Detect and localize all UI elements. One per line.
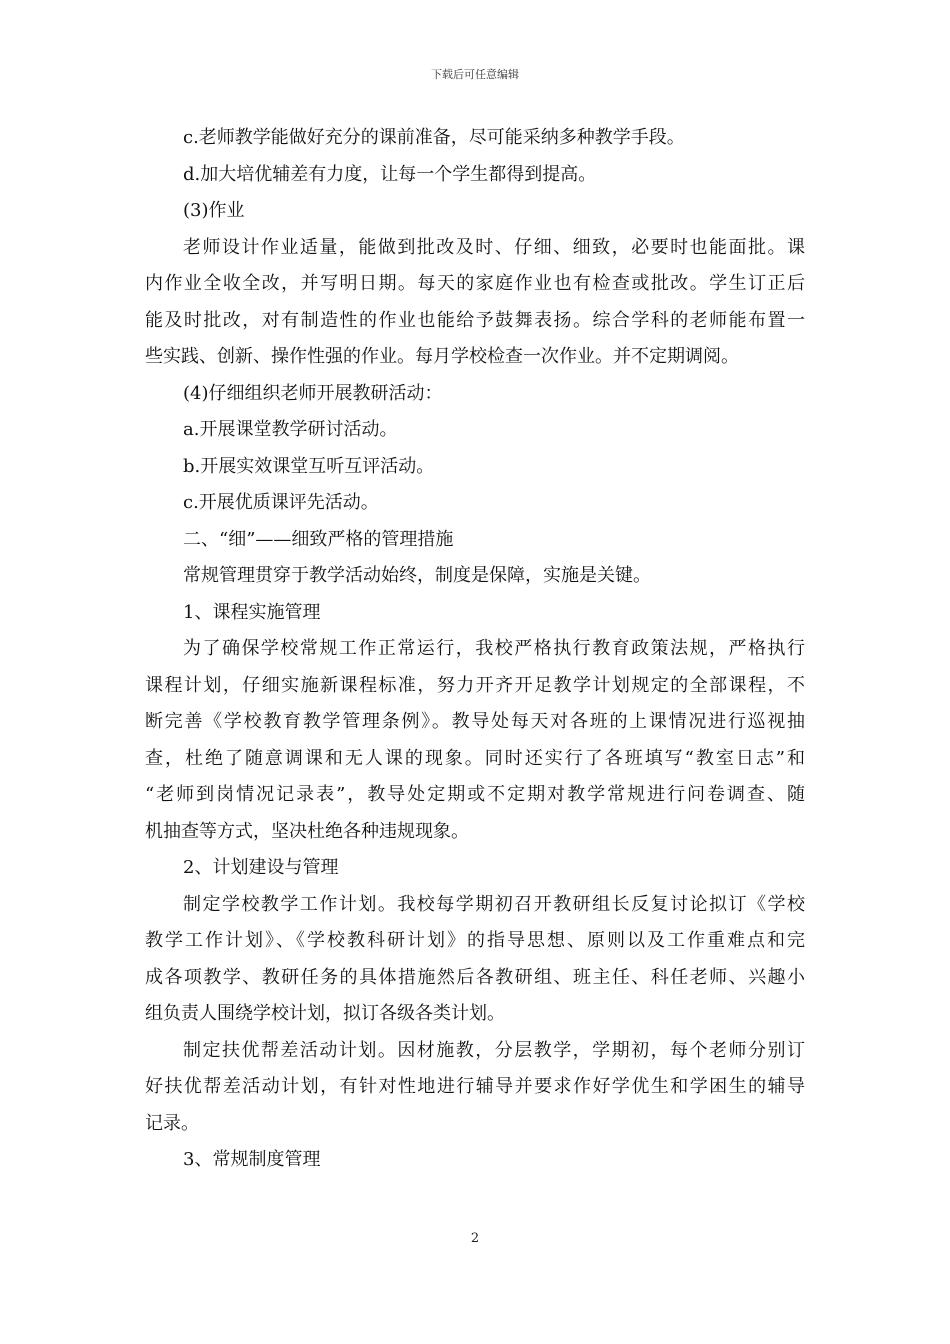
paragraph-line: 断完善《学校教育教学管理条例》。教导处每天对各班的上课情况进行巡视抽 (145, 711, 805, 732)
page-header: 下载后可任意编辑 (431, 68, 519, 81)
paragraph-line: 教学工作计划》、《学校教科研计划》的指导思想、原则以及工作重难点和完 (145, 930, 805, 951)
paragraph-line: d.加大培优辅差有力度，让每一个学生都得到提高。 (183, 163, 597, 185)
section-heading: 1、课程实施管理 (183, 601, 321, 623)
paragraph-line: “老师到岗情况记录表”，教导处定期或不定期对教学常规进行问卷调查、随 (145, 784, 805, 805)
paragraph-line: 能及时批改，对有制造性的作业也能给予鼓舞表扬。综合学科的老师能布置一 (145, 309, 805, 331)
page-number: 2 (470, 1231, 480, 1246)
paragraph-line: 老师设计作业适量，能做到批改及时、仔细、细致，必要时也能面批。课 (183, 236, 805, 258)
list-item: c.开展优质课评先活动。 (183, 492, 379, 513)
paragraph-line: 好扶优帮差活动计划，有针对性地进行辅导并要求作好学优生和学困生的辅导 (145, 1076, 805, 1097)
paragraph-line: 查，杜绝了随意调课和无人课的现象。同时还实行了各班填写“教室日志”和 (145, 747, 805, 769)
paragraph-line: 成各项教学、教研任务的具体措施然后各教研组、班主任、科任老师、兴趣小 (145, 966, 805, 988)
paragraph-line: 记录。 (145, 1112, 199, 1134)
paragraph-line: 些实践、创新、操作性强的作业。每月学校检查一次作业。并不定期调阅。 (145, 346, 739, 367)
paragraph-line: 制定扶优帮差活动计划。因材施教，分层教学，学期初，每个老师分别订 (183, 1039, 805, 1061)
paragraph-line: 机抽查等方式，坚决杜绝各种违规现象。 (145, 820, 469, 842)
section-heading: (3)作业 (183, 200, 245, 221)
list-item: a.开展课堂教学研讨活动。 (183, 419, 398, 440)
paragraph-line: 为了确保学校常规工作正常运行，我校严格执行教育政策法规，严格执行 (183, 638, 805, 659)
document-body (145, 120, 805, 1179)
paragraph-line: 组负责人围绕学校计划，拟订各级各类计划。 (145, 1003, 505, 1024)
section-heading: 二、“细”——细致严格的管理措施 (183, 528, 454, 550)
paragraph-line: c.老师教学能做好充分的课前准备，尽可能采纳多种教学手段。 (183, 127, 685, 148)
paragraph-line: 常规管理贯穿于教学活动始终，制度是保障，实施是关键。 (183, 565, 651, 586)
paragraph-line: 制定学校教学工作计划。我校每学期初召开教研组长反复讨论拟订《学校 (183, 893, 805, 915)
section-heading: (4)仔细组织老师开展教研活动： (183, 382, 443, 404)
section-heading: 2、计划建设与管理 (183, 857, 339, 878)
paragraph-line: 内作业全收全改，并写明日期。每天的家庭作业也有检查或批改。学生订正后 (145, 273, 805, 294)
list-item: b.开展实效课堂互听互评活动。 (183, 455, 435, 477)
section-heading: 3、常规制度管理 (183, 1149, 321, 1170)
paragraph-line: 课程计划，仔细实施新课程标准，努力开齐开足教学计划规定的全部课程，不 (145, 674, 805, 696)
